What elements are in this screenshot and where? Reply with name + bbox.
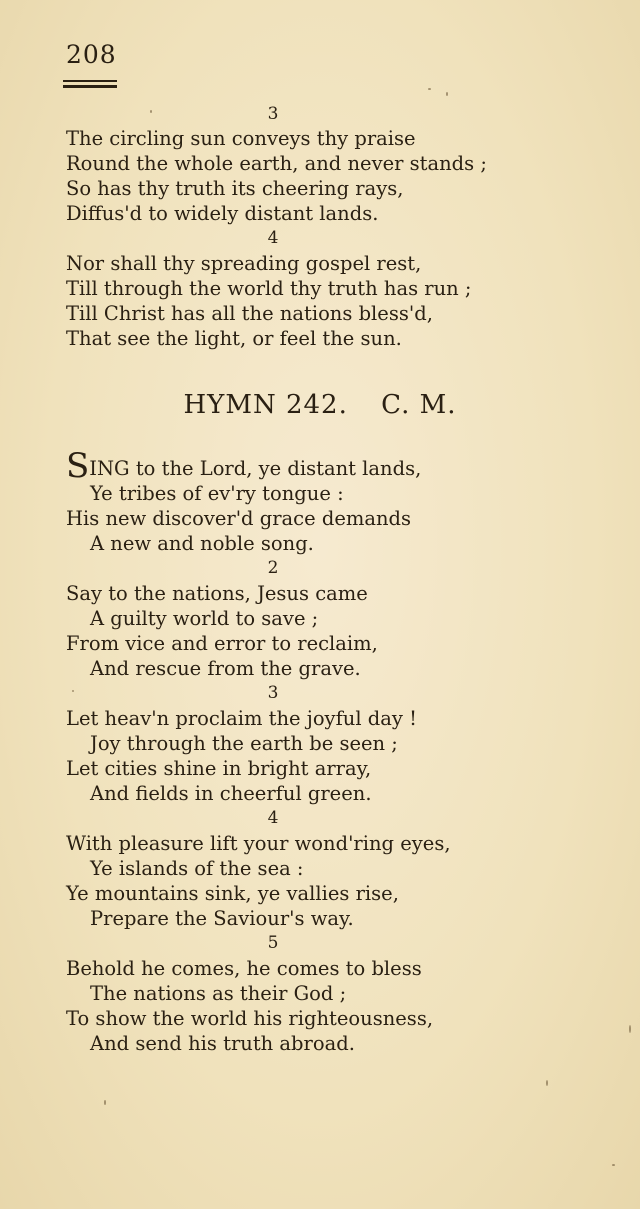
hymn-heading (0, 390, 640, 420)
verse-line: Say to the nations, Jesus came (66, 582, 368, 605)
verse-line: Till Christ has all the nations bless'd, (66, 302, 433, 325)
paper-speck (629, 1025, 631, 1033)
header-rule (63, 85, 117, 88)
verse-line: His new discover'd grace demands (66, 507, 412, 530)
verse-line: So has thy truth its cheering rays, (66, 177, 404, 200)
verse-line: Let heav'n proclaim the joyful day ! (66, 707, 417, 730)
verse-line: Round the whole earth, and never stands ; (66, 152, 487, 175)
verse-line: Till through the world thy truth has run ; (66, 277, 472, 300)
stanza-number: 4 (267, 808, 279, 828)
first-line-text: ING to the Lord, ye distant lands, (89, 457, 422, 480)
hymn-meter: C. M. (381, 390, 457, 420)
verse-line: Ye tribes of ev'ry tongue : (90, 482, 344, 505)
verse-line: A new and noble song. (90, 532, 314, 555)
verse-line: Prepare the Saviour's way. (90, 907, 354, 930)
verse-line: To show the world his righteousness, (66, 1007, 434, 1030)
verse-line: Joy through the earth be seen ; (90, 732, 398, 755)
paper-speck (612, 1164, 615, 1166)
stanza-number: 3 (267, 104, 279, 124)
page-number: 208 (66, 40, 117, 69)
verse-line: A guilty world to save ; (90, 607, 319, 630)
verse-line: The nations as their God ; (90, 982, 347, 1005)
verse-line: And fields in cheerful green. (90, 782, 372, 805)
header-rule (63, 80, 117, 82)
verse-line-first (66, 446, 422, 486)
paper-speck (546, 1080, 548, 1086)
hymn-title: HYMN 242. (183, 390, 348, 420)
verse-line: That see the light, or feel the sun. (66, 327, 402, 350)
verse-line: The circling sun conveys thy praise (66, 127, 416, 150)
drop-cap: S (66, 446, 90, 486)
verse-line: Ye mountains sink, ye vallies rise, (66, 882, 399, 905)
stanza-number: 4 (267, 228, 279, 248)
verse-line: Behold he comes, he comes to bless (66, 957, 422, 980)
verse-line: And rescue from the grave. (90, 657, 361, 680)
paper-speck (446, 92, 448, 96)
verse-line: From vice and error to reclaim, (66, 632, 378, 655)
verse-line: Diffus'd to widely distant lands. (66, 202, 379, 225)
paper-speck (428, 88, 431, 90)
stanza-number: 5 (267, 933, 279, 953)
verse-line: Let cities shine in bright array, (66, 757, 372, 780)
paper-speck (104, 1100, 106, 1105)
paper-speck (150, 110, 152, 113)
stanza-number: 2 (267, 558, 279, 578)
stanza-number: 3 (267, 683, 279, 703)
verse-line: Ye islands of the sea : (90, 857, 304, 880)
verse-line: Nor shall thy spreading gospel rest, (66, 252, 422, 275)
paper-speck (72, 690, 74, 692)
verse-line: With pleasure lift your wond'ring eyes, (66, 832, 451, 855)
verse-line: And send his truth abroad. (90, 1032, 355, 1055)
